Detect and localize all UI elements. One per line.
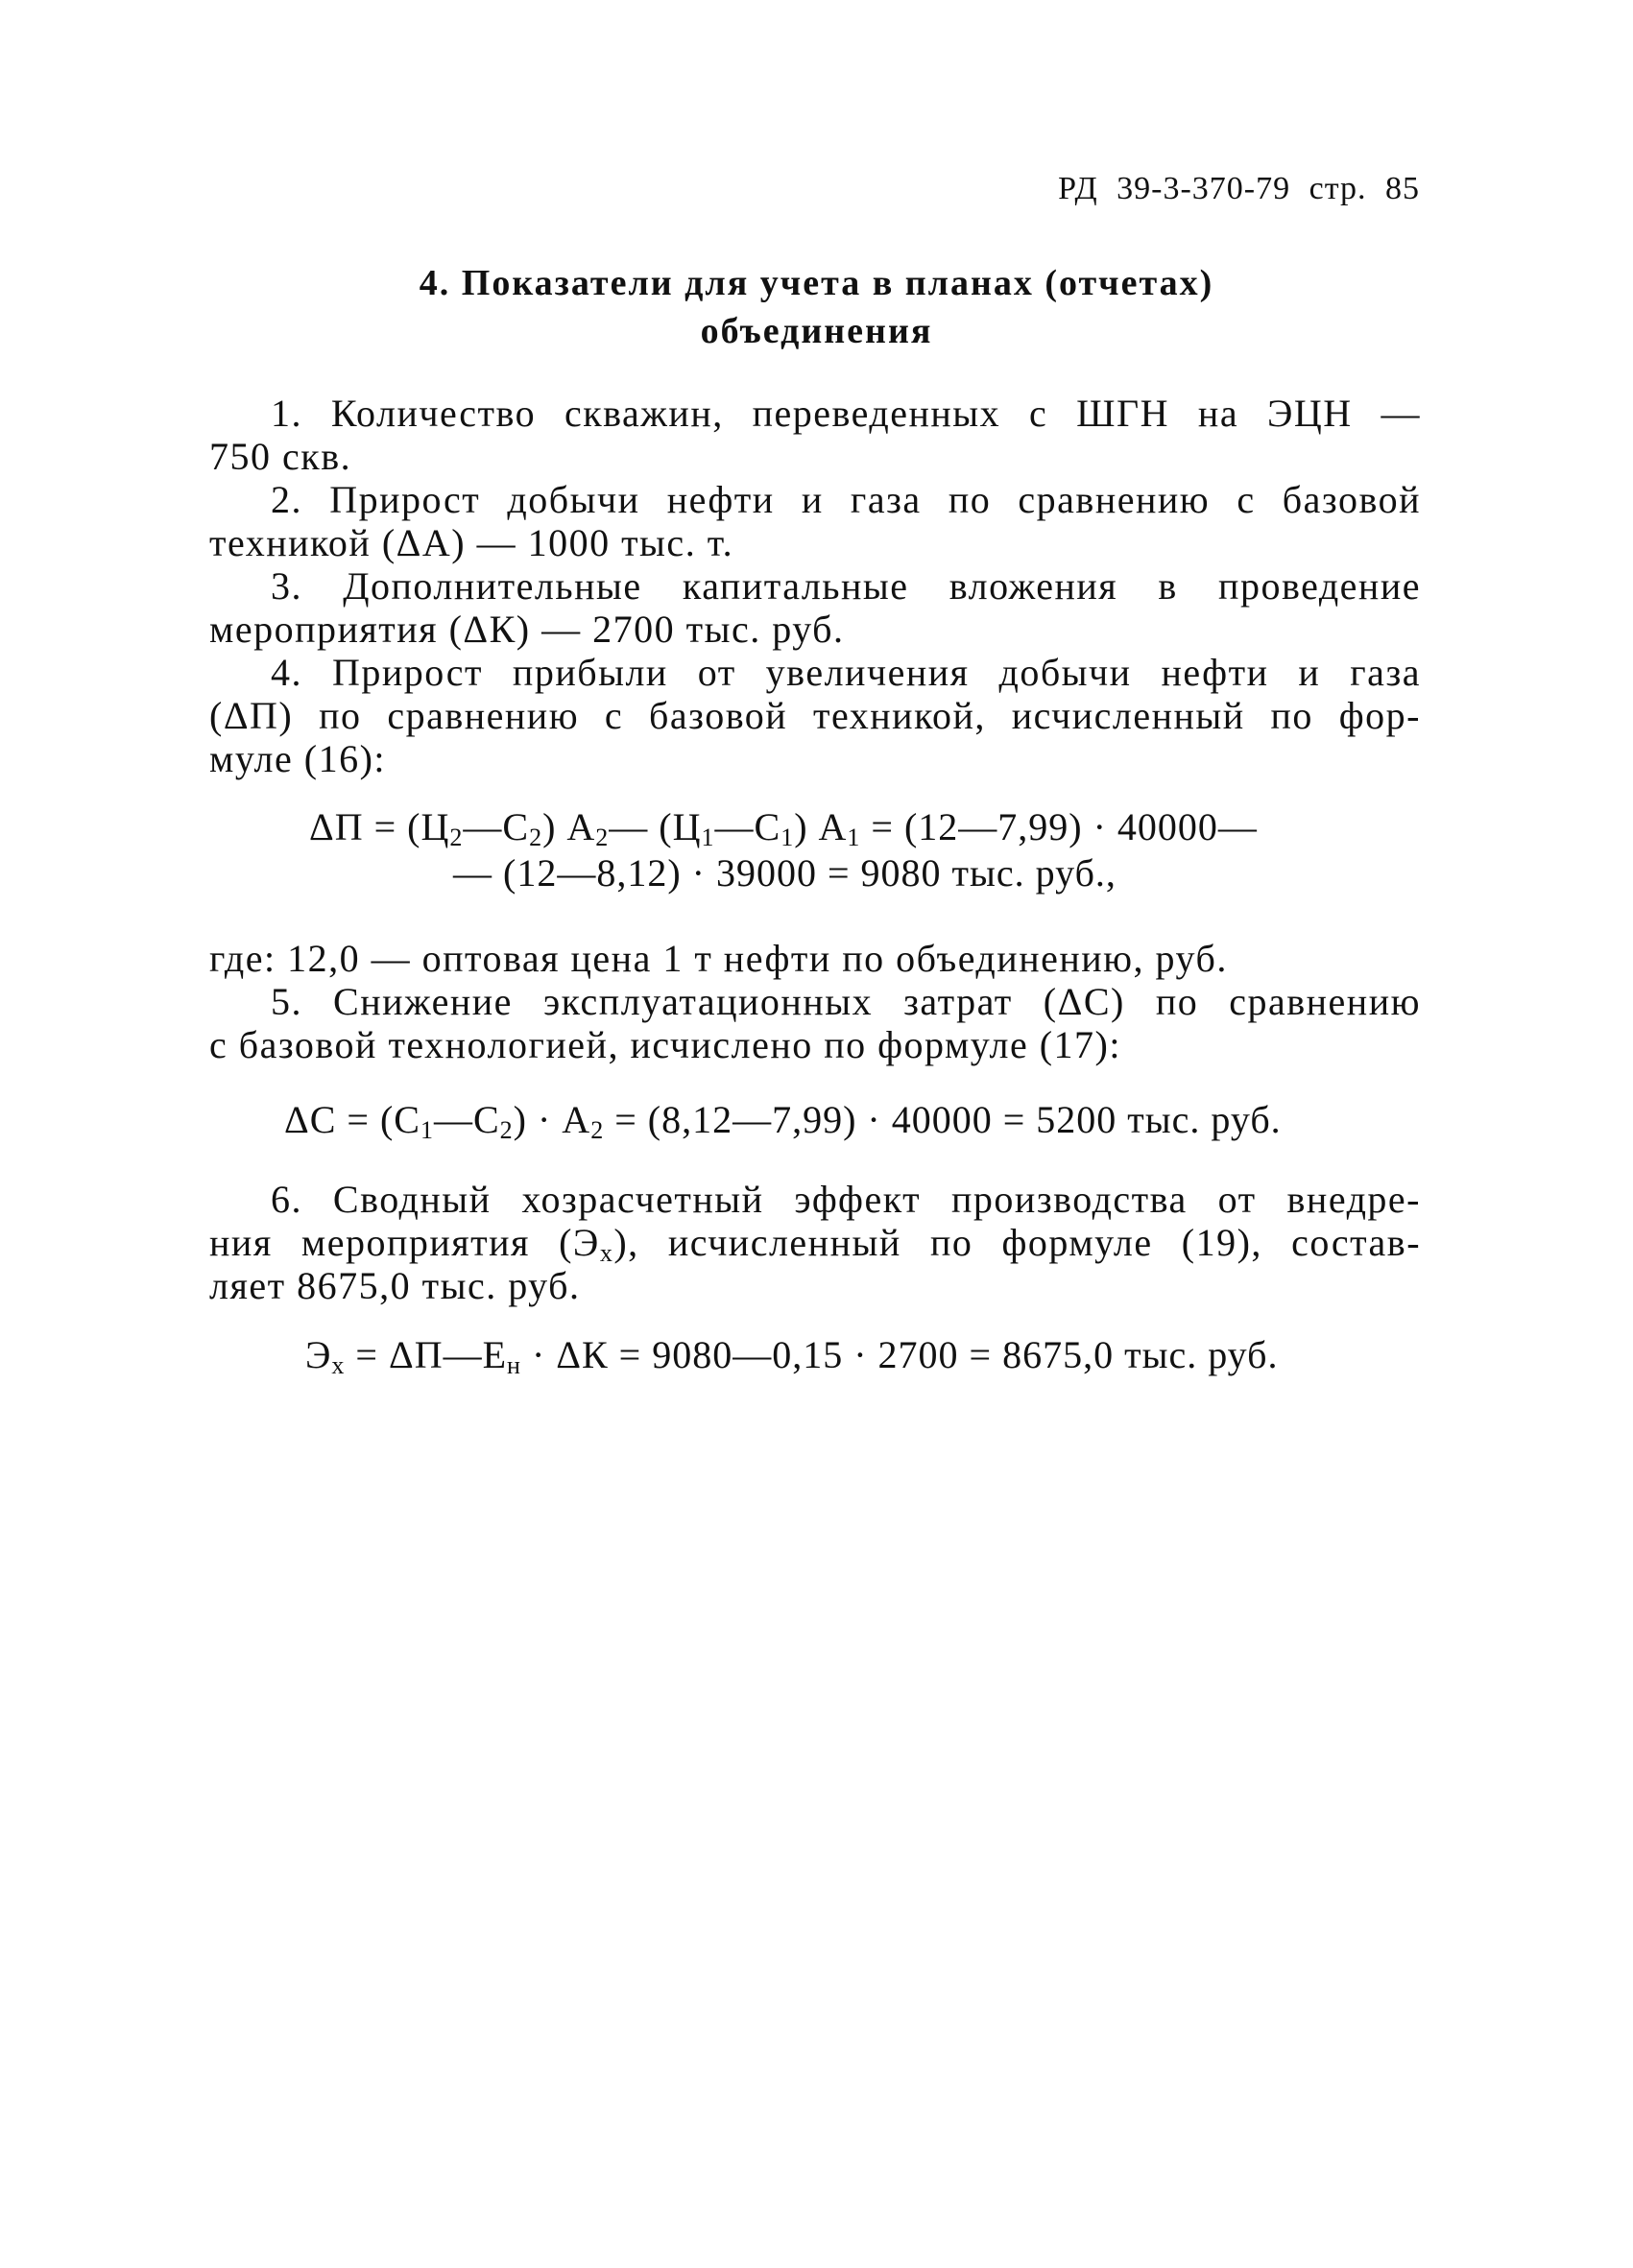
formula-profit: [309, 804, 1258, 896]
formula-part: Э: [305, 1333, 332, 1376]
formula-subscript: 2: [499, 1116, 514, 1144]
paragraph-6-line-2-part-b: ), исчисленный по формуле (19), состав-: [613, 1221, 1422, 1264]
formula-part: —С: [714, 805, 781, 848]
paragraph-4: [209, 651, 1421, 780]
formula-subscript: 2: [595, 824, 610, 851]
formula-part: = (8,12—7,99) · 40000 = 5200 тыс. руб.: [604, 1098, 1282, 1141]
paragraph-1-line-2: 750 скв.: [209, 435, 352, 478]
formula-subscript: 1: [780, 824, 795, 851]
formula-subscript: 2: [529, 824, 543, 851]
paragraph-4-line-2: (ΔП) по сравнению с базовой техникой, исчисленный по фор-: [209, 694, 1421, 737]
formula-profit-line-1: [309, 804, 1258, 850]
paragraph-4-line-1: 4. Прирост прибыли от увеличения добычи нефти и газа: [271, 651, 1421, 694]
paragraph-1-line-1: 1. Количество скважин, переведенных с ШГН на ЭЦН —: [271, 392, 1421, 435]
formula-part: ) · А: [513, 1098, 591, 1141]
paragraph-6-line-2-part-a: ния мероприятия (Э: [209, 1221, 600, 1264]
paragraph-6-line-1: 6. Сводный хозрасчетный эффект производства от внедре-: [271, 1178, 1421, 1221]
formula-subscript: x: [599, 1239, 614, 1267]
formula-economic-effect: [305, 1332, 1279, 1378]
body-text-block-1: [209, 392, 1421, 780]
section-title-line-1: 4. Показатели для учета в планах (отчетах): [419, 263, 1214, 303]
paragraph-6-line-3: ляет 8675,0 тыс. руб.: [209, 1264, 581, 1307]
formula-part: = ΔП—Е: [345, 1333, 508, 1376]
paragraph-2-line-1: 2. Прирост добычи нефти и газа по сравнению с базовой: [271, 478, 1421, 521]
formula-part: —С: [463, 805, 530, 848]
formula-part: — (Ц: [609, 805, 702, 848]
formula-part: ) А: [542, 805, 596, 848]
formula-subscript: 1: [847, 824, 861, 851]
where-line: где: 12,0 — оптовая цена 1 т нефти по объединению, руб.: [209, 937, 1228, 980]
paragraph-5-line-2: с базовой технологией, исчислено по формуле (17):: [209, 1023, 1121, 1066]
paragraph-6: [209, 1178, 1421, 1307]
formula-subscript: x: [331, 1351, 346, 1379]
paragraph-3: [209, 564, 1421, 651]
formula-part: ΔП = (Ц: [309, 805, 450, 848]
formula-subscript: н: [507, 1351, 521, 1379]
paragraph-5-line-1: 5. Снижение эксплуатационных затрат (ΔС) по сравнению: [271, 980, 1421, 1023]
paragraph-2-line-2: техникой (ΔА) — 1000 тыс. т.: [209, 521, 734, 564]
section-title: [0, 259, 1633, 355]
paragraph-1: [209, 392, 1421, 478]
body-text-block-3: [209, 1178, 1421, 1307]
where-paragraph: [209, 937, 1421, 980]
formula-part: —С: [433, 1098, 500, 1141]
formula-profit-line-2: — (12—8,12) · 39000 = 9080 тыс. руб.,: [453, 851, 1117, 895]
paragraph-3-line-2: мероприятия (ΔК) — 2700 тыс. руб.: [209, 608, 845, 651]
body-text-block-2: [209, 937, 1421, 1066]
paragraph-6-line-2: [209, 1221, 1422, 1267]
formula-part: = (12—7,99) · 40000—: [860, 805, 1258, 848]
page-header: РД 39-3-370-79 стр. 85: [1058, 171, 1420, 206]
formula-part: · ΔК = 9080—0,15 · 2700 = 8675,0 тыс. руб.: [520, 1333, 1279, 1376]
paragraph-5: [209, 980, 1421, 1066]
formula-subscript: 2: [449, 824, 464, 851]
formula-subscript: 1: [420, 1116, 434, 1144]
section-title-line-2: объединения: [700, 311, 933, 351]
paragraph-3-line-1: 3. Дополнительные капитальные вложения в проведение: [271, 564, 1421, 608]
formula-part: ΔС = (С: [284, 1098, 420, 1141]
formula-subscript: 1: [701, 824, 715, 851]
paragraph-2: [209, 478, 1421, 564]
paragraph-4-line-3: муле (16):: [209, 737, 387, 780]
formula-part: ) А: [794, 805, 848, 848]
formula-subscript: 2: [590, 1116, 605, 1144]
formula-cost-reduction: [284, 1097, 1282, 1143]
